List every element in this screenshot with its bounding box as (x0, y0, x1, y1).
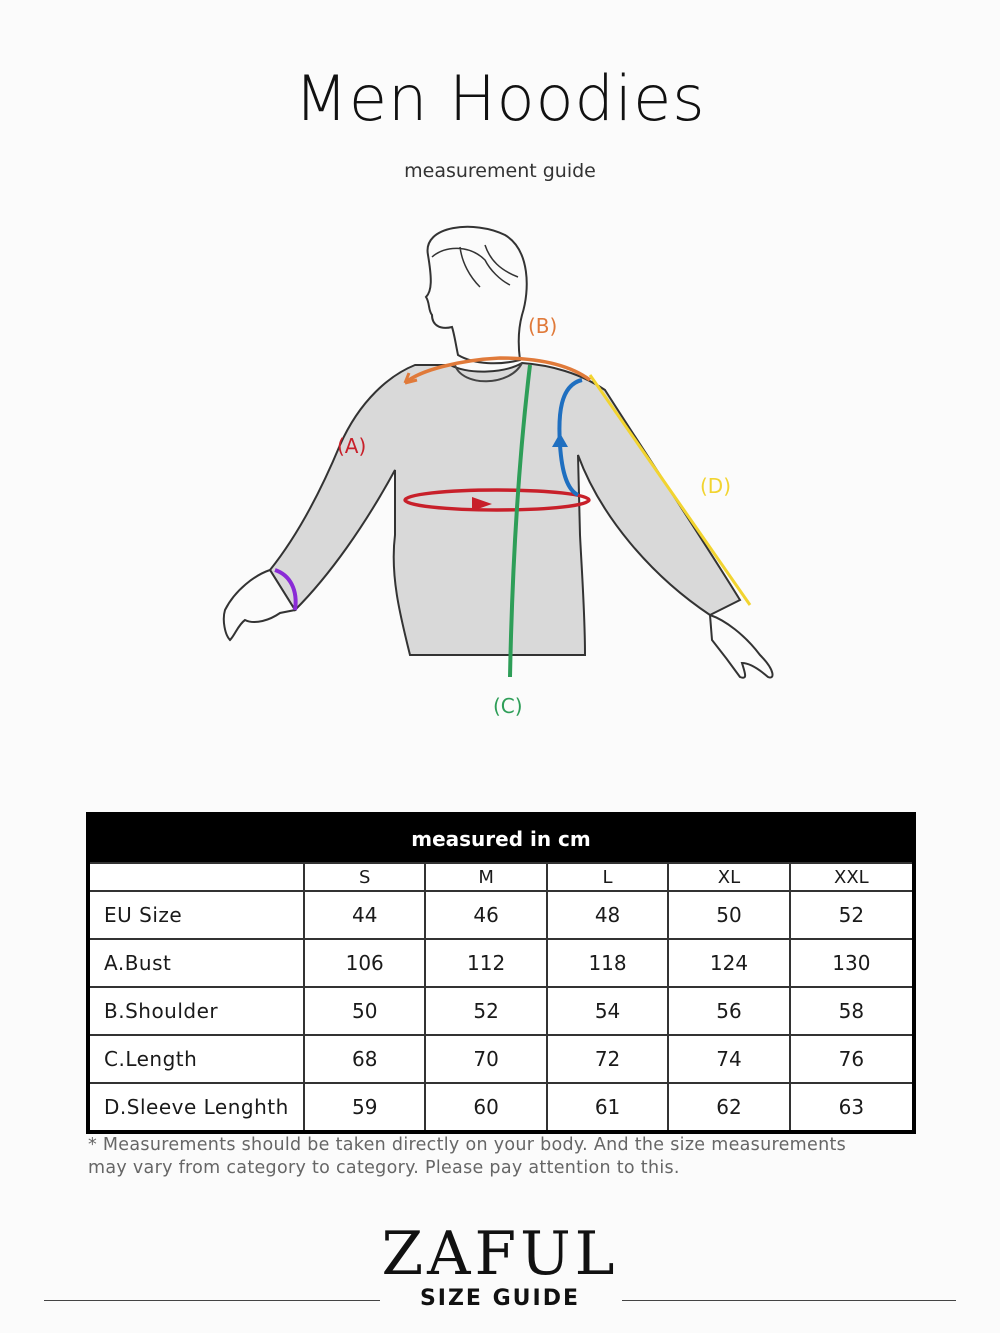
table-header-row (88, 863, 914, 891)
row-label: D.Sleeve Lenghth (88, 1083, 304, 1132)
table-cell: 52 (425, 987, 546, 1035)
row-label: A.Bust (88, 939, 304, 987)
table-cell: 68 (304, 1035, 425, 1083)
table-cell: 124 (668, 939, 789, 987)
brand-tagline: SIZE GUIDE (419, 1286, 581, 1311)
head (426, 227, 527, 363)
note-line-2: may vary from category to category. Please pay attention to this. (88, 1158, 680, 1178)
table-row (88, 1083, 914, 1132)
row-label: B.Shoulder (88, 987, 304, 1035)
table-cell: 44 (304, 891, 425, 939)
table-cell: 61 (547, 1083, 668, 1132)
note-line-1: * Measurements should be taken directly on your body. And the size measurements (88, 1135, 847, 1155)
measurement-note (88, 1134, 908, 1180)
table-cell: 118 (547, 939, 668, 987)
table-cell: 50 (668, 891, 789, 939)
header-blank (88, 863, 304, 891)
col-header: M (425, 863, 546, 891)
table-cell: 46 (425, 891, 546, 939)
table-cell: 50 (304, 987, 425, 1035)
col-header: S (304, 863, 425, 891)
label-d: (D) (700, 474, 732, 498)
page-title: Men Hoodies (294, 62, 706, 135)
table-cell: 112 (425, 939, 546, 987)
table-row (88, 1035, 914, 1083)
row-label: C.Length (88, 1035, 304, 1083)
label-b: (B) (528, 314, 558, 338)
table-caption: measured in cm (88, 814, 914, 863)
table-cell: 63 (790, 1083, 914, 1132)
size-table (86, 812, 916, 1134)
table-row (88, 891, 914, 939)
table-cell: 62 (668, 1083, 789, 1132)
table-cell: 74 (668, 1035, 789, 1083)
row-label: EU Size (88, 891, 304, 939)
right-hand (710, 615, 773, 678)
table-row (88, 987, 914, 1035)
label-a: (A) (337, 434, 367, 458)
table-caption-row (88, 814, 914, 863)
brand-logo: ZAFUL (381, 1219, 619, 1289)
table-cell: 76 (790, 1035, 914, 1083)
table-cell: 72 (547, 1035, 668, 1083)
table-cell: 56 (668, 987, 789, 1035)
col-header: XL (668, 863, 789, 891)
label-c: (C) (493, 694, 523, 718)
table-cell: 59 (304, 1083, 425, 1132)
table-cell: 58 (790, 987, 914, 1035)
table-cell: 130 (790, 939, 914, 987)
table-cell: 106 (304, 939, 425, 987)
hoodie-measurement-diagram (200, 215, 800, 725)
col-header: L (547, 863, 668, 891)
table-cell: 52 (790, 891, 914, 939)
table-row (88, 939, 914, 987)
table-cell: 70 (425, 1035, 546, 1083)
table-cell: 60 (425, 1083, 546, 1132)
table-cell: 54 (547, 987, 668, 1035)
table-cell: 48 (547, 891, 668, 939)
page-subtitle: measurement guide (404, 160, 596, 182)
col-header: XXL (790, 863, 914, 891)
